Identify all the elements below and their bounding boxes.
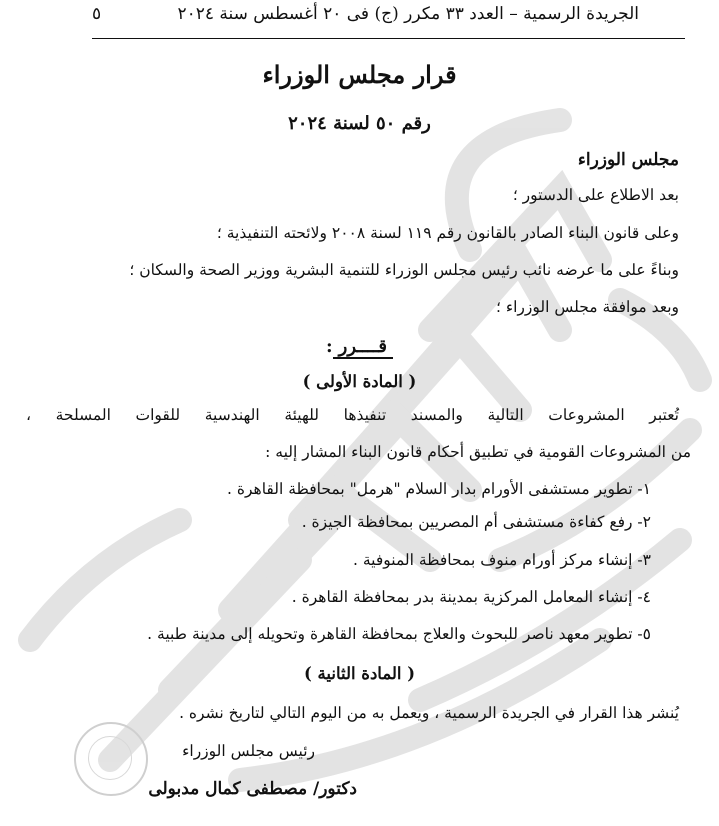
- page-number: ٥: [92, 4, 102, 24]
- preamble-line: بعد الاطلاع على الدستور ؛: [512, 186, 679, 204]
- signature-role: رئيس مجلس الوزراء: [182, 742, 315, 760]
- article-two-text: يُنشر هذا القرار في الجريدة الرسمية ، ويعمل به من اليوم التالي لتاريخ نشره .: [179, 704, 679, 722]
- decree-number: رقم ٥٠ لسنة ٢٠٢٤: [288, 113, 431, 134]
- running-header: [92, 4, 639, 24]
- project-item: ٤- إنشاء المعامل المركزية بمدينة بدر بمحافظة القاهرة .: [291, 588, 651, 606]
- article-two-heading: ( المادة الثانية ): [303, 664, 416, 683]
- project-item: ٣- إنشاء مركز أورام منوف بمحافظة المنوفية .: [353, 551, 651, 569]
- project-item: ١- تطوير مستشفى الأورام بدار السلام "هرمل" بمحافظة القاهرة .: [227, 480, 651, 498]
- preamble-line: وبناءً على ما عرضه نائب رئيس مجلس الوزراء للتنمية البشرية ووزير الصحة والسكان ؛: [129, 261, 679, 279]
- preamble-line: وعلى قانون البناء الصادر بالقانون رقم ١١٩ لسنة ٢٠٠٨ ولائحته التنفيذية ؛: [216, 224, 679, 242]
- signature-name: دكتور/ مصطفى كمال مدبولى: [148, 779, 357, 799]
- article-one-heading: ( المادة الأولى ): [302, 372, 417, 391]
- decided-heading: [0, 336, 719, 357]
- project-item: ٥- تطوير معهد ناصر للبحوث والعلاج بمحافظة القاهرة وتحويله إلى مدينة طبية .: [147, 625, 651, 643]
- header-text: الجريدة الرسمية – العدد ٣٣ مكرر (ج) فى ٢٠ أغسطس سنة ٢٠٢٤: [177, 4, 639, 24]
- council-heading: مجلس الوزراء: [577, 150, 679, 170]
- article-one-text-line1: تُعتبر المشروعات التالية والمسند تنفيذها للهيئة الهندسية للقوات المسلحة ،: [26, 406, 679, 424]
- decree-title: قرار مجلس الوزراء: [262, 60, 457, 89]
- header-divider: [92, 38, 685, 39]
- decided-colon: :: [326, 336, 333, 357]
- project-item: ٢- رفع كفاءة مستشفى أم المصريين بمحافظة الجيزة .: [301, 513, 651, 531]
- article-one-text-line2: من المشروعات القومية في تطبيق أحكام قانون البناء المشار إليه :: [265, 443, 691, 461]
- preamble-line: وبعد موافقة مجلس الوزراء ؛: [495, 298, 679, 316]
- decided-label: قــــرر: [333, 336, 393, 359]
